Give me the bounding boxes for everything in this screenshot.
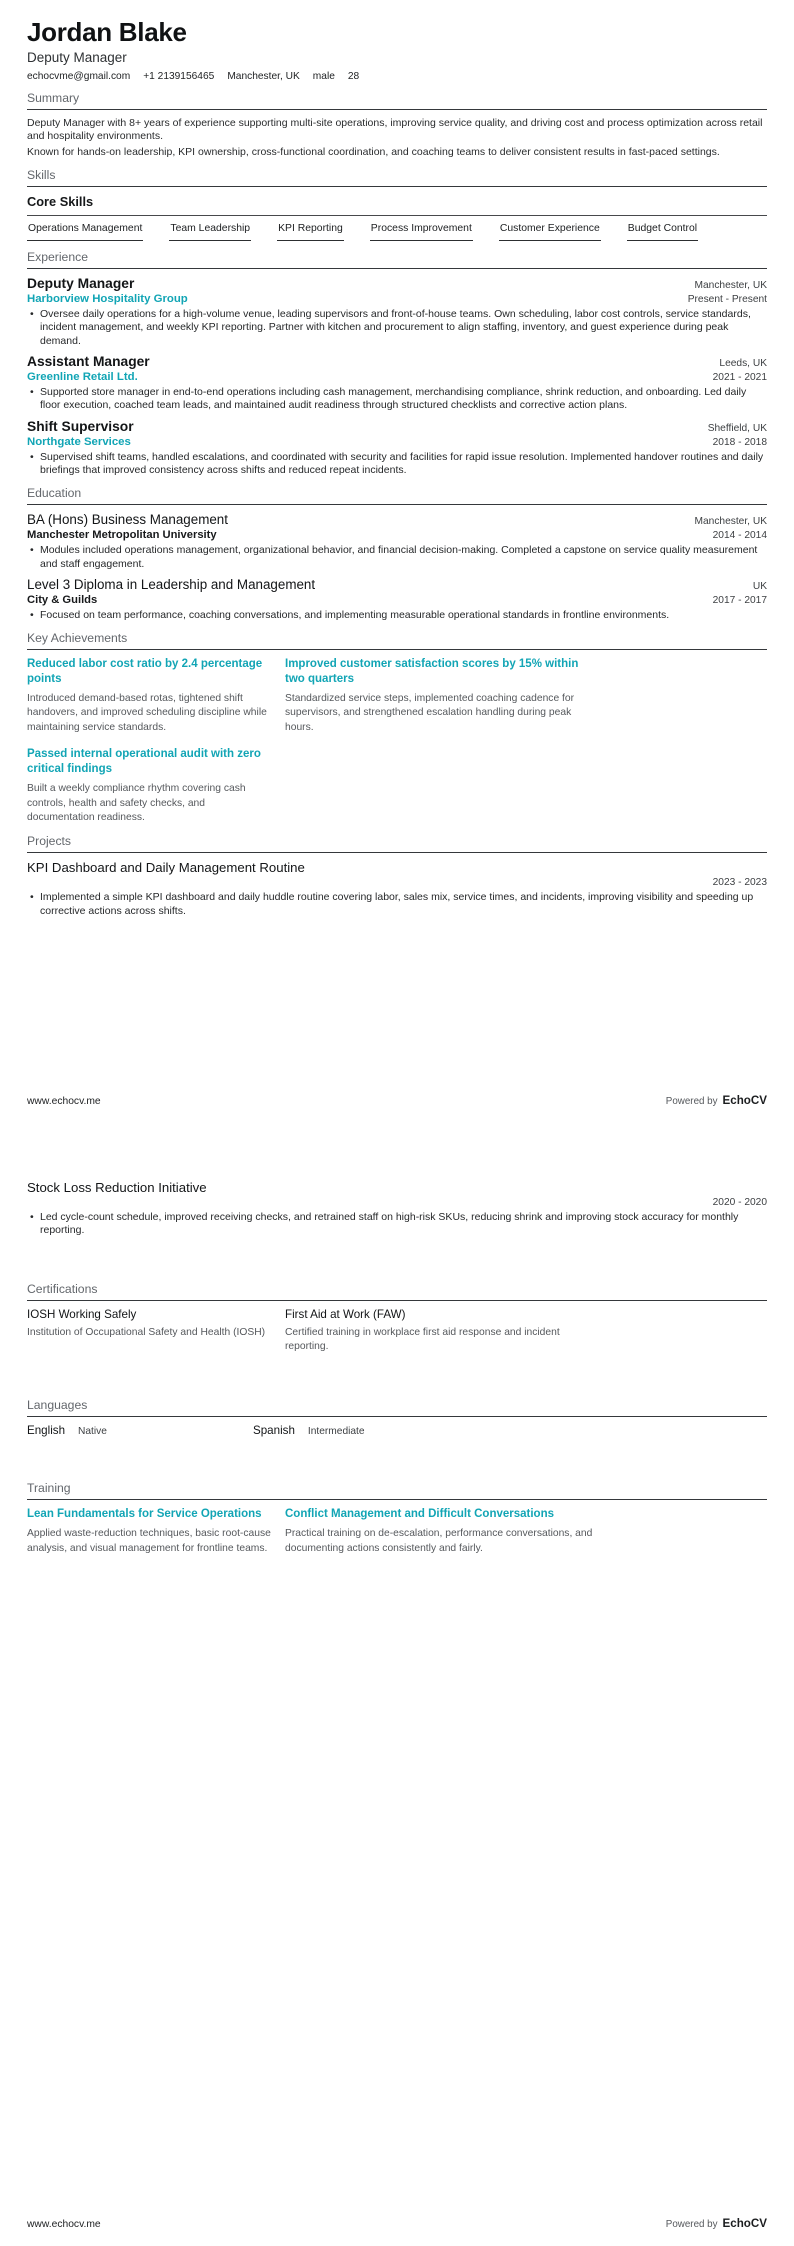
company-name: Harborview Hospitality Group: [27, 292, 188, 305]
skills-heading: Skills: [27, 168, 767, 187]
project-item: [27, 1180, 767, 1238]
footer-powered-by: [666, 1094, 767, 1107]
achievement-title: Improved customer satisfaction scores by 15% within two quarters: [285, 658, 579, 686]
resume-header: [27, 18, 767, 82]
section-summary: [27, 91, 767, 159]
section-training: [27, 1481, 767, 1556]
education-dates: 2017 - 2017: [712, 594, 767, 606]
skills-row: [27, 216, 767, 241]
achievement-item: [27, 657, 275, 735]
achievement-description: Built a weekly compliance rhythm covering cash controls, health and safety checks, and documentation readiness.: [27, 783, 246, 823]
job-dates: 2021 - 2021: [712, 371, 767, 383]
skill-item: Team Leadership: [169, 216, 251, 241]
experience-item-header: [27, 276, 767, 291]
language-level: Intermediate: [307, 1426, 365, 1438]
section-key-achievements: [27, 631, 767, 825]
company-name: Northgate Services: [27, 435, 131, 448]
certification-item: [285, 1308, 597, 1355]
training-item: [285, 1507, 597, 1556]
experience-heading: Experience: [27, 250, 767, 269]
education-item: [27, 512, 767, 571]
experience-item-header: [27, 354, 767, 369]
certification-description: Institution of Occupational Safety and Health (IOSH): [27, 1326, 266, 1338]
experience-bullet: • Supported store manager in end-to-end operations including cash management, merchandising compliance, shrink reduction, and onboarding. Led daily floor execution, coached team leads, and maintained audit readiness through structured checklists and corrective action plans.: [27, 386, 767, 413]
candidate-job-title: Deputy Manager: [27, 49, 127, 65]
resume-page-2: [0, 1123, 794, 2246]
powered-by-label: Powered by: [665, 2219, 718, 2230]
experience-bullet: • Supervised shift teams, handled escalations, and coordinated with security and facilities for rapid issue resolution. Implemented handover routines and daily briefings that improved consistency across shifts and reduced repeat incidents.: [27, 451, 767, 478]
language-name: Spanish: [253, 1424, 295, 1438]
experience-bullet: • Oversee daily operations for a high-volume venue, leading supervisors and front-of-house teams. Own scheduling, labor cost controls, service standards, incident management, and weekly KPI reporting. Partner with kitchen and procurement to align staffing, inventory, and guest experience during peak demand.: [27, 308, 767, 348]
training-description: Applied waste-reduction techniques, basic root-cause analysis, and visual management for frontline teams.: [27, 1528, 271, 1554]
experience-item-subheader: [27, 436, 767, 448]
section-education: [27, 486, 767, 622]
education-item-subheader: [27, 594, 767, 606]
experience-item: [27, 276, 767, 348]
degree-title: Level 3 Diploma in Leadership and Management: [27, 576, 316, 592]
project-title: Stock Loss Reduction Initiative: [27, 1180, 207, 1195]
job-role: Deputy Manager: [27, 275, 135, 291]
school-name: Manchester Metropolitan University: [27, 529, 217, 542]
section-languages: [27, 1398, 767, 1437]
training-title: Lean Fundamentals for Service Operations: [27, 1508, 262, 1521]
skill-item: Process Improvement: [370, 216, 473, 241]
powered-by-label: Powered by: [665, 1096, 718, 1107]
summary-paragraph-2: Known for hands-on leadership, KPI ownership, cross-functional coordination, and coaching teams to deliver consistent results in fast-paced settings.: [27, 145, 720, 158]
experience-item-header: [27, 419, 767, 434]
contact-email[interactable]: echocvme@gmail.com: [27, 70, 131, 82]
training-title: Conflict Management and Difficult Conversations: [285, 1508, 554, 1521]
certification-item: [27, 1308, 275, 1340]
education-item-header: [27, 577, 767, 592]
section-certifications: [27, 1282, 767, 1355]
project-bullet: • Led cycle-count schedule, improved receiving checks, and retrained staff on high-risk SKUs, reducing shrink and improving stock accuracy for monthly reporting.: [27, 1211, 767, 1238]
contact-location: Manchester, UK: [227, 70, 300, 82]
language-item: [253, 1424, 479, 1437]
languages-heading: Languages: [27, 1398, 767, 1417]
certification-description: Certified training in workplace first aid response and incident reporting.: [285, 1326, 560, 1353]
education-item-header: [27, 512, 767, 527]
project-bullet: • Implemented a simple KPI dashboard and daily huddle routine covering labor, sales mix, service times, and incidents, improving visibility and speeding up corrective actions across shifts.: [27, 891, 767, 918]
contact-row: [27, 71, 767, 82]
language-item: [27, 1424, 253, 1437]
skill-item: KPI Reporting: [277, 216, 344, 241]
education-bullet: • Focused on team performance, coaching conversations, and implementing measurable operational standards in frontline environments.: [27, 609, 767, 622]
project-dates: 2020 - 2020: [712, 1197, 767, 1208]
training-description: Practical training on de-escalation, performance conversations, and documenting actions consistently and fairly.: [285, 1528, 593, 1554]
candidate-name: Jordan Blake: [27, 17, 187, 47]
training-grid: [27, 1507, 767, 1556]
training-item: [27, 1507, 275, 1556]
footer-website-link[interactable]: www.echocv.me: [27, 2219, 101, 2230]
summary-heading: Summary: [27, 91, 767, 110]
key-achievements-heading: Key Achievements: [27, 631, 767, 650]
language-name: English: [27, 1424, 66, 1438]
education-bullet: • Modules included operations management, organizational behavior, and financial decision-making. Completed a capstone on service quality measurement and staff engagement.: [27, 544, 767, 571]
achievement-item: [27, 747, 275, 825]
job-dates: 2018 - 2018: [712, 436, 767, 448]
section-experience: [27, 250, 767, 477]
contact-gender: male: [312, 70, 335, 82]
education-item: [27, 577, 767, 622]
skills-group-label: Core Skills: [27, 194, 767, 216]
education-heading: Education: [27, 486, 767, 505]
summary-paragraph-1: Deputy Manager with 8+ years of experience supporting multi-site operations, improving service quality, and driving cost and process optimization across retail and hospitality environments.: [27, 116, 763, 143]
education-dates: 2014 - 2014: [712, 530, 767, 542]
achievement-item: [285, 657, 597, 735]
degree-title: BA (Hons) Business Management: [27, 512, 228, 528]
project-item: [27, 860, 767, 918]
experience-item: [27, 354, 767, 413]
projects-heading: Projects: [27, 834, 767, 853]
skill-item: Operations Management: [27, 216, 143, 241]
achievement-title: Passed internal operational audit with zero critical findings: [27, 748, 261, 776]
page-footer: [27, 1094, 767, 1107]
echocv-brand[interactable]: EchoCV: [722, 1094, 767, 1107]
section-skills: [27, 168, 767, 241]
experience-item-subheader: [27, 293, 767, 305]
project-dates: 2023 - 2023: [712, 877, 767, 889]
contact-phone: +1 2139156465: [143, 70, 215, 82]
education-location: UK: [752, 580, 767, 592]
achievement-description: Standardized service steps, implemented coaching cadence for supervisors, and strengthened escalation handling during peak hours.: [285, 693, 575, 733]
job-location: Sheffield, UK: [707, 422, 767, 434]
job-role: Shift Supervisor: [27, 418, 134, 434]
job-location: Manchester, UK: [694, 279, 767, 291]
certification-name: IOSH Working Safely: [27, 1307, 137, 1321]
training-heading: Training: [27, 1481, 767, 1500]
education-location: Manchester, UK: [694, 516, 767, 528]
education-item-subheader: [27, 529, 767, 541]
certification-name: First Aid at Work (FAW): [285, 1307, 406, 1321]
footer-powered-by: [666, 2217, 767, 2230]
school-name: City & Guilds: [27, 593, 98, 606]
echocv-brand[interactable]: EchoCV: [722, 2217, 767, 2230]
languages-row: [27, 1424, 767, 1437]
footer-website-link[interactable]: www.echocv.me: [27, 1096, 101, 1107]
job-dates: Present - Present: [687, 293, 767, 305]
achievement-title: Reduced labor cost ratio by 2.4 percentage points: [27, 658, 263, 686]
job-role: Assistant Manager: [27, 353, 150, 369]
page-footer: [27, 2217, 767, 2230]
achievement-description: Introduced demand-based rotas, tightened shift handovers, and improved scheduling discipline while maintaining service standards.: [27, 693, 267, 733]
job-location: Leeds, UK: [719, 357, 767, 369]
certifications-grid: [27, 1308, 767, 1355]
experience-item: [27, 419, 767, 478]
contact-age: 28: [347, 70, 360, 82]
achievements-grid: [27, 657, 767, 825]
company-name: Greenline Retail Ltd.: [27, 370, 138, 383]
section-projects: [27, 834, 767, 918]
experience-item-subheader: [27, 371, 767, 383]
skill-item: Budget Control: [627, 216, 698, 241]
skill-item: Customer Experience: [499, 216, 601, 241]
certifications-heading: Certifications: [27, 1282, 767, 1301]
project-title: KPI Dashboard and Daily Management Routine: [27, 860, 305, 876]
language-level: Native: [78, 1426, 107, 1438]
